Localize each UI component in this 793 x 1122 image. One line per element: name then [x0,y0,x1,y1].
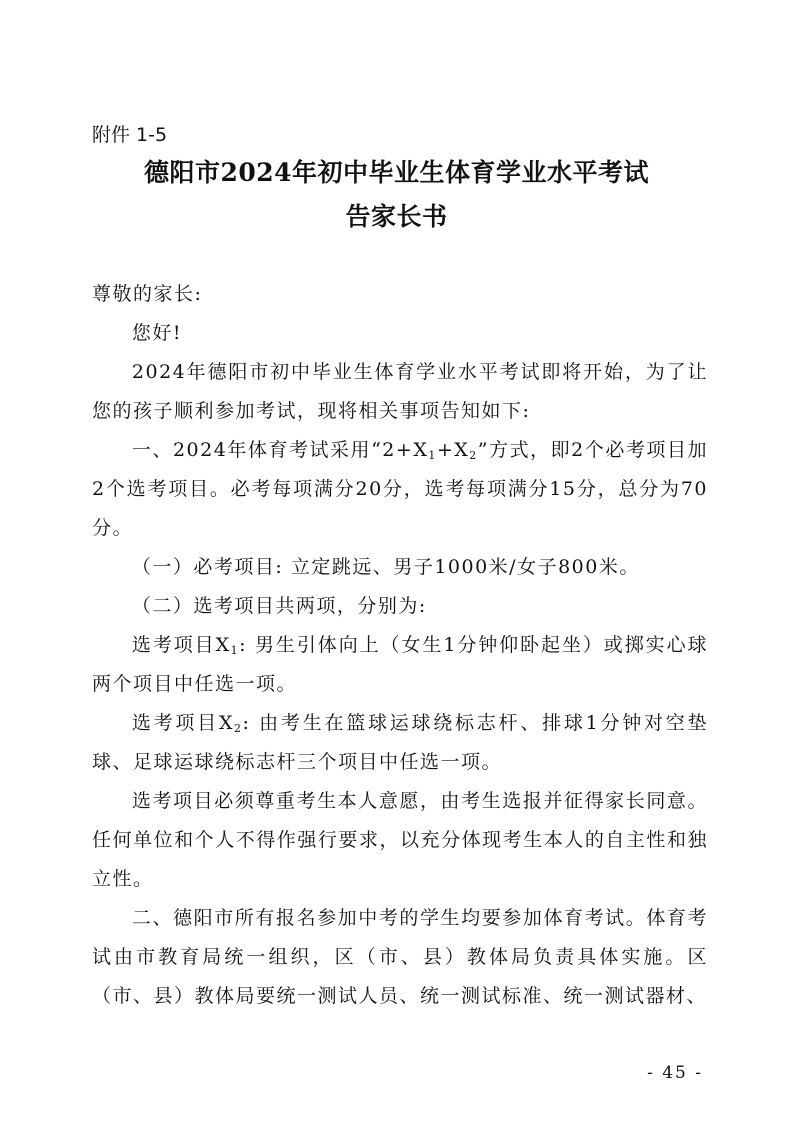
x2-label-subscript: 2 [233,722,243,735]
page-number: - 45 - [647,1063,703,1083]
section-one-paragraph [92,431,708,548]
attachment-label: 附件 1-5 [92,124,168,146]
elective-x1-paragraph [92,626,708,704]
document-subtitle: 告家长书 [345,202,448,231]
section-one-mid: +X [436,439,470,461]
elective-note-paragraph: 选考项目必须尊重考生本人意愿，由考生选报并征得家长同意。任何单位和个人不得作强行要求，以充分体现考生本人的自主性和独立性。 [92,790,708,890]
x2-subscript: 2 [469,449,478,462]
salutation: 尊敬的家长: [92,283,203,305]
elective-x2-paragraph [92,704,708,782]
required-items-paragraph: （一）必考项目: 立定跳远、男子1000米/女子800米。 [131,556,640,578]
elective-intro-paragraph: （二）选考项目共两项，分别为: [131,595,427,617]
x2-prefix: 选考项目X [131,712,234,734]
section-one-prefix: 一、2024年体育考试采用“2+X [131,439,429,461]
x2-text: : 由考生在篮球运球绕标志杆、排球1分钟对空垫球、足球运球绕标志杆三个项目中任选一项。 [92,712,708,773]
x1-subscript: 1 [428,449,437,462]
x1-prefix: 选考项目X [131,634,231,656]
letter-body [92,275,708,1016]
greeting: 您好! [131,322,183,344]
x1-text: : 男生引体向上（女生1分钟仰卧起坐）或掷实心球两个项目中任选一项。 [92,634,709,695]
x1-label-subscript: 1 [230,644,240,657]
section-one-suffix: ”方式，即2个必考项目加2个选考项目。必考每项满分20分，选考每项满分15分，总分为70分。 [92,439,708,539]
intro-paragraph: 2024年德阳市初中毕业生体育学业水平考试即将开始，为了让您的孩子顺利参加考试，现将相关事项告知如下: [92,361,708,422]
document-title: 德阳市2024年初中毕业生体育学业水平考试 [143,158,650,187]
section-two-paragraph: 二、德阳市所有报名参加中考的学生均要参加体育考试。体育考试由市教育局统一组织，区（市、县）教体局负责具体实施。区（市、县）教体局要统一测试人员、统一测试标准、统一测试器材、 [92,907,708,1007]
